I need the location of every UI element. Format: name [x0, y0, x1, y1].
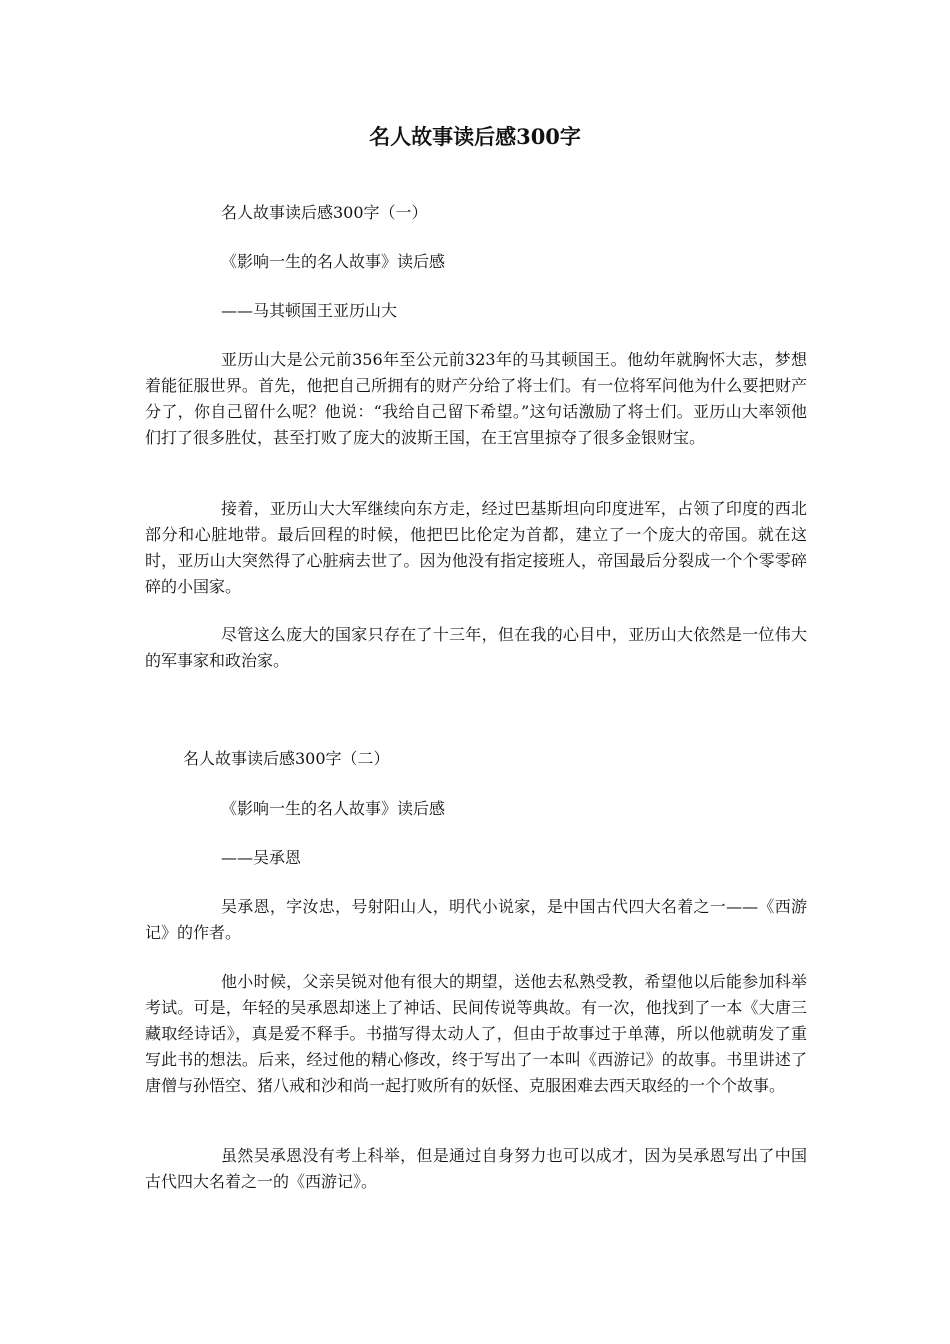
section-2-heading: 名人故事读后感300字（二）	[183, 749, 390, 768]
section-1-subject: ——马其顿国王亚历山大	[221, 301, 398, 320]
section-2-book-title: 《影响一生的名人故事》读后感	[221, 799, 446, 818]
section-1-book-title: 《影响一生的名人故事》读后感	[221, 252, 446, 271]
section-1-paragraph-1: 亚历山大是公元前356年至公元前323年的马其顿国王。他幼年就胸怀大志，梦想着能征服世界。首先，他把自己所拥有的财产分给了将士们。有一位将军问他为什么要把财产分了，你自己留什么呢？他说：“我给自己留下希望。”这句话激励了将士们。亚历山大率领他们打了很多胜仗，甚至打败了庞大的波斯王国，在王宫里掠夺了很多金银财宝。	[145, 350, 807, 447]
section-1-heading: 名人故事读后感300字（一）	[221, 203, 428, 222]
section-2-paragraph-1: 吴承恩，字汝忠，号射阳山人，明代小说家，是中国古代四大名着之一——《西游记》的作者。	[145, 897, 807, 942]
section-1-paragraph-2: 接着，亚历山大大军继续向东方走，经过巴基斯坦向印度进军，占领了印度的西北部分和心脏地带。最后回程的时候，他把巴比伦定为首都，建立了一个庞大的帝国。就在这时，亚历山大突然得了心脏病去世了。因为他没有指定接班人，帝国最后分裂成一个个零零碎碎的小国家。	[145, 499, 807, 596]
document-title: 名人故事读后感300字	[369, 124, 581, 149]
section-2-subject: ——吴承恩	[221, 848, 302, 867]
section-1-paragraph-3: 尽管这么庞大的国家只存在了十三年，但在我的心目中，亚历山大依然是一位伟大的军事家和政治家。	[145, 625, 807, 670]
section-2-paragraph-2: 他小时候，父亲吴锐对他有很大的期望，送他去私熟受教，希望他以后能参加科举考试。可是，年轻的吴承恩却迷上了神话、民间传说等典故。有一次，他找到了一本《大唐三藏取经诗话》，真是爱不释手。书描写得太动人了，但由于故事过于单薄，所以他就萌发了重写此书的想法。后来，经过他的精心修改，终于写出了一本叫《西游记》的故事。书里讲述了唐僧与孙悟空、猪八戒和沙和尚一起打败所有的妖怪、克服困难去西天取经的一个个故事。	[145, 972, 807, 1095]
section-2-paragraph-3: 虽然吴承恩没有考上科举，但是通过自身努力也可以成才，因为吴承恩写出了中国古代四大名着之一的《西游记》。	[145, 1146, 807, 1191]
